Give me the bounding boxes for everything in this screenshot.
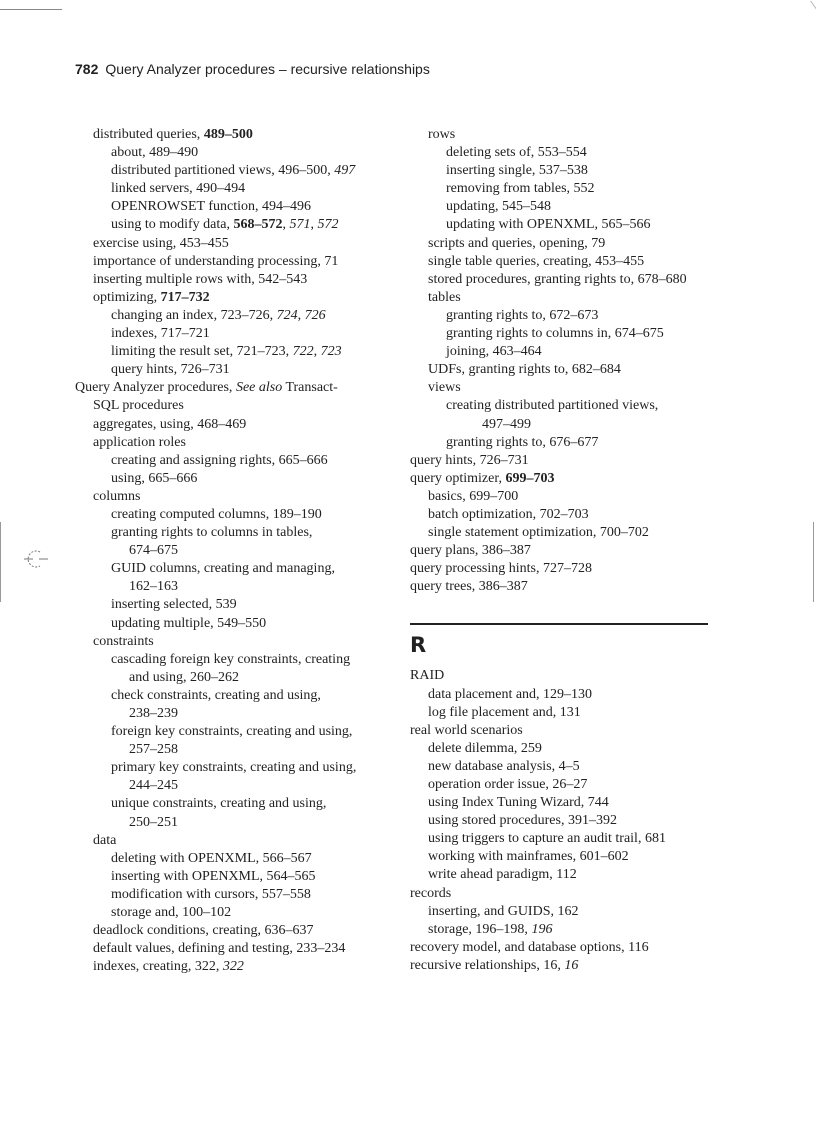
index-entry [410, 162, 730, 180]
index-entry [75, 397, 390, 415]
index-entry-text: limiting the result set, 721–723, [111, 344, 293, 360]
running-head-title: Query Analyzer procedures – recursive relationships [105, 61, 430, 77]
index-column-left [75, 126, 390, 976]
index-entry-text: inserting selected, 539 [111, 597, 237, 613]
index-entry-text: removing from tables, 552 [446, 181, 595, 197]
index-entry-text: query optimizer, [410, 470, 506, 486]
index-entry-text: real world scenarios [410, 722, 523, 738]
index-entry [75, 379, 390, 397]
index-entry [75, 705, 390, 723]
index-entry-text: check constraints, creating and using, [111, 687, 321, 703]
index-entry-text: optimizing, [93, 289, 161, 305]
index-entry [410, 452, 730, 470]
index-entry-text: columns [93, 488, 141, 504]
index-entry-text: importance of understanding processing, 71 [93, 253, 339, 269]
index-entry-text: about, 489–490 [111, 145, 199, 161]
index-entry-text: storage and, 100–102 [111, 905, 232, 921]
index-entry-text: inserting multiple rows with, 542–543 [93, 271, 308, 287]
index-entry [410, 488, 730, 506]
index-entry-text: 196 [531, 921, 553, 937]
index-column-right [410, 126, 730, 975]
index-entry [75, 560, 390, 578]
index-entry [410, 578, 730, 596]
index-entry [410, 289, 730, 307]
registration-mark-icon [24, 548, 48, 570]
index-entry-text: 572 [317, 217, 339, 233]
index-entry-text: GUID columns, creating and managing, [111, 561, 335, 577]
index-entry [410, 271, 730, 289]
index-entry [410, 379, 730, 397]
index-entry [410, 667, 730, 685]
index-entry-text: 717–732 [160, 289, 210, 305]
index-entry [75, 723, 390, 741]
index-entry-text: 16 [564, 957, 579, 973]
index-entry [75, 524, 390, 542]
index-entry-text: operation order issue, 26–27 [428, 777, 588, 792]
index-entry-text: deleting sets of, 553–554 [446, 145, 587, 161]
index-entry [410, 885, 730, 903]
index-entry-text: unique constraints, creating and using, [111, 796, 327, 812]
index-entry [410, 434, 730, 452]
index-entry-text: query hints, 726–731 [111, 362, 230, 378]
index-entry [410, 198, 730, 216]
index-entry-text: , [297, 307, 305, 323]
index-entry-text: granting rights to columns in tables, [111, 525, 313, 541]
index-entry-text: granting rights to columns in, 674–675 [446, 326, 664, 342]
index-entry [75, 596, 390, 614]
index-entry-text: creating distributed partitioned views, [446, 398, 659, 414]
index-entry [75, 741, 390, 759]
index-entry-text: query hints, 726–731 [410, 452, 529, 468]
index-entry-text: 489–500 [203, 127, 253, 142]
index-entry-text: 238–239 [129, 706, 178, 721]
index-entry-text: updating multiple, 549–550 [111, 615, 267, 631]
index-entry [410, 524, 730, 542]
index-entry [75, 669, 390, 687]
index-entry [75, 633, 390, 651]
index-entry-text: granting rights to, 672–673 [446, 307, 599, 323]
index-entry [410, 758, 730, 776]
index-entry [75, 325, 390, 343]
index-entries-q [410, 126, 730, 596]
index-entry-text: 674–675 [129, 543, 178, 559]
index-entry-text: joining, 463–464 [446, 344, 542, 360]
index-entry [410, 361, 730, 379]
index-entry-text: SQL procedures [93, 398, 184, 414]
running-header [75, 61, 430, 77]
index-entry [75, 578, 390, 596]
index-entry-text: and using, 260–262 [129, 669, 240, 685]
index-entry [410, 560, 730, 578]
index-entry-text: new database analysis, 4–5 [428, 758, 580, 774]
index-entry-text: 497–499 [482, 416, 531, 432]
index-entry-text: 568–572 [233, 217, 283, 233]
index-entry [75, 615, 390, 633]
index-entry-text: data placement and, 129–130 [428, 686, 593, 702]
index-entry [75, 759, 390, 777]
index-entry-text: views [428, 380, 461, 396]
index-entry-text: inserting single, 537–538 [446, 163, 588, 179]
index-entry-text: single table queries, creating, 453–455 [428, 253, 645, 269]
index-entry-text: Query Analyzer procedures, [75, 380, 236, 396]
index-entry [75, 795, 390, 813]
index-entry-text: delete dilemma, 259 [428, 740, 542, 756]
section-letter-r: R [410, 633, 427, 658]
index-entry-text: 244–245 [129, 778, 178, 794]
binding-mark-right [813, 522, 814, 602]
crop-mark-top-left [0, 9, 62, 10]
index-entry [75, 542, 390, 560]
index-entry [75, 868, 390, 886]
index-entry [410, 235, 730, 253]
index-entry-text: 571 [289, 217, 311, 233]
index-entry [410, 939, 730, 957]
index-entry [75, 832, 390, 850]
index-entry [75, 687, 390, 705]
index-entry [75, 144, 390, 162]
index-entry [410, 740, 730, 758]
index-entry-text: granting rights to, 676–677 [446, 434, 599, 450]
index-entry [75, 814, 390, 832]
index-entry [410, 307, 730, 325]
index-entry-text: creating and assigning rights, 665–666 [111, 452, 328, 468]
index-entry-text: write ahead paradigm, 112 [428, 867, 577, 883]
index-entry-text: default values, defining and testing, 233–234 [93, 941, 346, 957]
index-entry [75, 850, 390, 868]
index-entry [75, 886, 390, 904]
index-entry-text: stored procedures, granting rights to, 678–680 [428, 271, 687, 287]
index-entry [410, 416, 730, 434]
index-entry [410, 921, 730, 939]
index-entry [75, 126, 390, 144]
index-entry-text: records [410, 885, 452, 901]
index-entry-text: 250–251 [129, 814, 178, 830]
index-entry-text: using, 665–666 [111, 470, 198, 486]
index-entry-text: data [93, 832, 117, 848]
page-number: 782 [75, 61, 99, 77]
index-entry [410, 506, 730, 524]
index-entry-text: foreign key constraints, creating and using, [111, 724, 353, 740]
index-entry-text: distributed queries, [93, 127, 204, 142]
index-entry-text: primary key constraints, creating and using, [111, 760, 357, 776]
index-entry [410, 848, 730, 866]
index-entry [410, 686, 730, 704]
index-entry-text: RAID [410, 668, 445, 684]
index-entry [75, 434, 390, 452]
index-entry [410, 704, 730, 722]
index-entry-text: aggregates, using, 468–469 [93, 416, 247, 432]
index-entry [410, 397, 730, 415]
index-entry-text: , [310, 217, 318, 233]
index-entry [75, 958, 390, 976]
index-entry-text: Transact- [282, 380, 338, 396]
index-entry [410, 812, 730, 830]
index-entry [75, 506, 390, 524]
index-entry-text: query processing hints, 727–728 [410, 561, 592, 577]
index-entry [75, 904, 390, 922]
index-entry [75, 922, 390, 940]
index-entry-text: updating with OPENXML, 565–566 [446, 217, 651, 233]
index-entry [75, 307, 390, 325]
index-entry [410, 794, 730, 812]
index-entry [410, 722, 730, 740]
index-entry-text: using Index Tuning Wizard, 744 [428, 795, 609, 811]
index-entry-text: using to modify data, [111, 217, 234, 233]
index-entry-text: application roles [93, 434, 186, 450]
index-entry-text: See also [235, 380, 283, 396]
index-entry-text: recursive relationships, 16, [410, 957, 565, 973]
index-entry-text: constraints [93, 633, 154, 649]
index-entry [75, 452, 390, 470]
index-entry-text: query plans, 386–387 [410, 543, 531, 559]
index-entry-text: inserting with OPENXML, 564–565 [111, 868, 316, 884]
index-entry-text: 724 [276, 307, 298, 323]
index-entry-text: , [282, 217, 290, 233]
index-entry [410, 830, 730, 848]
index-entry [75, 180, 390, 198]
index-entry [410, 542, 730, 560]
binding-mark-left [0, 522, 1, 602]
index-entry-text: deleting with OPENXML, 566–567 [111, 850, 312, 866]
index-entry-text: OPENROWSET function, 494–496 [111, 199, 312, 215]
index-entry-text: inserting, and GUIDS, 162 [428, 903, 579, 919]
index-entry [410, 866, 730, 884]
index-entry-text: scripts and queries, opening, 79 [428, 235, 606, 251]
index-entry [75, 198, 390, 216]
index-entry-text: modification with cursors, 557–558 [111, 886, 311, 902]
index-entry [75, 940, 390, 958]
index-entry-text: distributed partitioned views, 496–500, [111, 163, 335, 179]
index-entry-text: updating, 545–548 [446, 199, 551, 215]
index-entry-text: using stored procedures, 391–392 [428, 813, 617, 829]
index-entries-r [410, 667, 730, 975]
index-entry-text: 322 [222, 959, 244, 975]
index-entry [75, 777, 390, 795]
index-entry-text: single statement optimization, 700–702 [428, 525, 649, 541]
index-entry [410, 325, 730, 343]
index-entry-text: basics, 699–700 [428, 488, 519, 504]
index-entry-text: indexes, creating, 322, [93, 959, 223, 975]
index-entry-text: 699–703 [505, 470, 555, 486]
index-entry-text: storage, 196–198, [428, 921, 532, 937]
index-entry [75, 289, 390, 307]
index-entry-text: UDFs, granting rights to, 682–684 [428, 362, 621, 378]
index-entry [75, 470, 390, 488]
index-entry-text: 497 [334, 163, 356, 179]
index-entry [410, 126, 730, 144]
index-entry [410, 470, 730, 488]
index-entry-text: , [313, 344, 321, 360]
index-entry [410, 144, 730, 162]
index-entry-text: creating computed columns, 189–190 [111, 506, 322, 522]
index-entry-text: linked servers, 490–494 [111, 181, 246, 197]
index-entry [75, 651, 390, 669]
index-entry-text: 257–258 [129, 742, 178, 758]
crop-mark-top-right [810, 1, 816, 10]
index-entry [75, 343, 390, 361]
index-entry [75, 361, 390, 379]
index-entry-text: using triggers to capture an audit trail, 681 [428, 831, 666, 847]
index-entry [410, 253, 730, 271]
index-entry [75, 271, 390, 289]
index-entry [410, 343, 730, 361]
index-entry [410, 180, 730, 198]
index-entry-text: rows [428, 127, 456, 142]
index-entry-text: 722 [292, 344, 314, 360]
index-entry-text: 162–163 [129, 579, 178, 595]
index-entry [75, 162, 390, 180]
index-entry-text: changing an index, 723–726, [111, 307, 277, 323]
index-entry-text: recovery model, and database options, 116 [410, 939, 649, 955]
index-entry-text: log file placement and, 131 [428, 704, 581, 720]
index-entry [75, 216, 390, 234]
index-entry [75, 235, 390, 253]
index-entry-text: 726 [304, 307, 326, 323]
index-entry-text: deadlock conditions, creating, 636–637 [93, 923, 314, 939]
index-entry [410, 776, 730, 794]
index-entry-text: exercise using, 453–455 [93, 235, 229, 251]
index-entry-text: batch optimization, 702–703 [428, 506, 589, 522]
index-entry [75, 253, 390, 271]
index-entry-text: tables [428, 289, 461, 305]
index-entry [410, 903, 730, 921]
index-entry [75, 416, 390, 434]
index-entry-text: working with mainframes, 601–602 [428, 849, 629, 865]
index-entry-text: indexes, 717–721 [111, 326, 210, 342]
index-entry [410, 216, 730, 234]
index-entry-text: cascading foreign key constraints, creating [111, 651, 351, 667]
index-entry-text: 723 [320, 344, 342, 360]
index-entry [410, 957, 730, 975]
index-entry [75, 488, 390, 506]
section-divider [410, 623, 708, 625]
index-entry-text: query trees, 386–387 [410, 579, 528, 595]
